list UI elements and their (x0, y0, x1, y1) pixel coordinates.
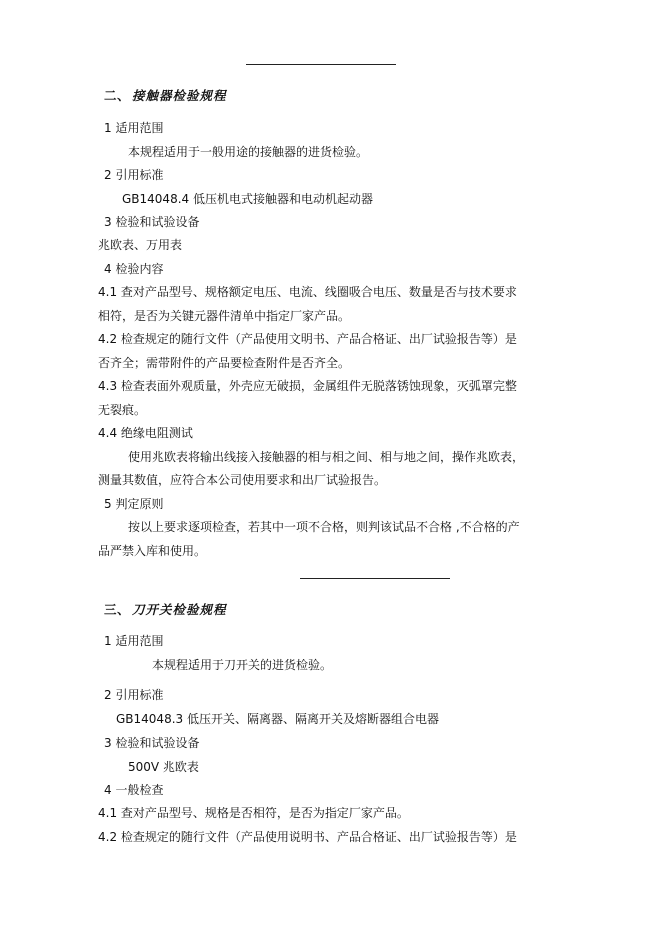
section2-line: 5 判定原则 (104, 497, 164, 511)
section2-line: 测量其数值，应符合本公司使用要求和出厂试验报告。 (98, 473, 387, 487)
section2-line: 4.3 检查表面外观质量，外壳应无破损，金属组件无脱落锈蚀现象，灭弧罩完整 (98, 379, 517, 393)
section2-line: GB14048.4 低压机电式接触器和电动机起动器 (122, 192, 373, 206)
section2-line: 4.1 查对产品型号、规格额定电压、电流、线圈吸合电压、数量是否与技术要求 (98, 285, 517, 299)
section2-line: 本规程适用于一般用途的接触器的进货检验。 (128, 145, 369, 159)
section2-line: 否齐全；需带附件的产品要检查附件是否齐全。 (98, 356, 351, 370)
section2-heading (104, 89, 227, 103)
section3-line: 4 一般检查 (104, 783, 164, 797)
section3-line: 3 检验和试验设备 (104, 736, 200, 750)
section3-heading-title: 刀开关检验规程 (132, 602, 227, 617)
section2-line: 兆欧表、万用表 (98, 238, 183, 252)
section3-line: 4.1 查对产品型号、规格是否相符，是否为指定厂家产品。 (98, 806, 409, 820)
section2-heading-number: 二、 (104, 88, 131, 103)
section2-line: 2 引用标准 (104, 168, 164, 182)
section3-line: 本规程适用于刀开关的进货检验。 (152, 658, 333, 672)
section2-line: 相符，是否为关键元器件清单中指定厂家产品。 (98, 309, 351, 323)
section2-line: 使用兆欧表将输出线接入接触器的相与相之间、相与地之间，操作兆欧表， (128, 450, 525, 464)
section2-line: 4.2 检查规定的随行文件（产品使用文明书、产品合格证、出厂试验报告等）是 (98, 332, 517, 346)
section2-line: 3 检验和试验设备 (104, 215, 200, 229)
section2-line: 按以上要求逐项检查，若其中一项不合格，则判该试品不合格 ,不合格的产 (128, 520, 520, 534)
section3-line: GB14048.3 低压开关、隔离器、隔离开关及熔断器组合电器 (116, 712, 439, 726)
section2-line: 无裂痕。 (98, 403, 147, 417)
section3-line: 1 适用范围 (104, 634, 164, 648)
section3-heading (104, 603, 227, 617)
section2-heading-title: 接触器检验规程 (132, 88, 227, 103)
section3-line: 4.2 检查规定的随行文件（产品使用说明书、产品合格证、出厂试验报告等）是 (98, 830, 517, 844)
section3-line: 500V 兆欧表 (128, 760, 199, 774)
section3-line: 2 引用标准 (104, 688, 164, 702)
section2-line: 4.4 绝缘电阻测试 (98, 426, 193, 440)
section2-line: 4 检验内容 (104, 262, 164, 276)
section2-line: 品严禁入库和使用。 (98, 544, 207, 558)
section3-heading-number: 三、 (104, 602, 131, 617)
divider-middle (300, 578, 450, 579)
divider-top (246, 64, 396, 65)
section2-line: 1 适用范围 (104, 121, 164, 135)
